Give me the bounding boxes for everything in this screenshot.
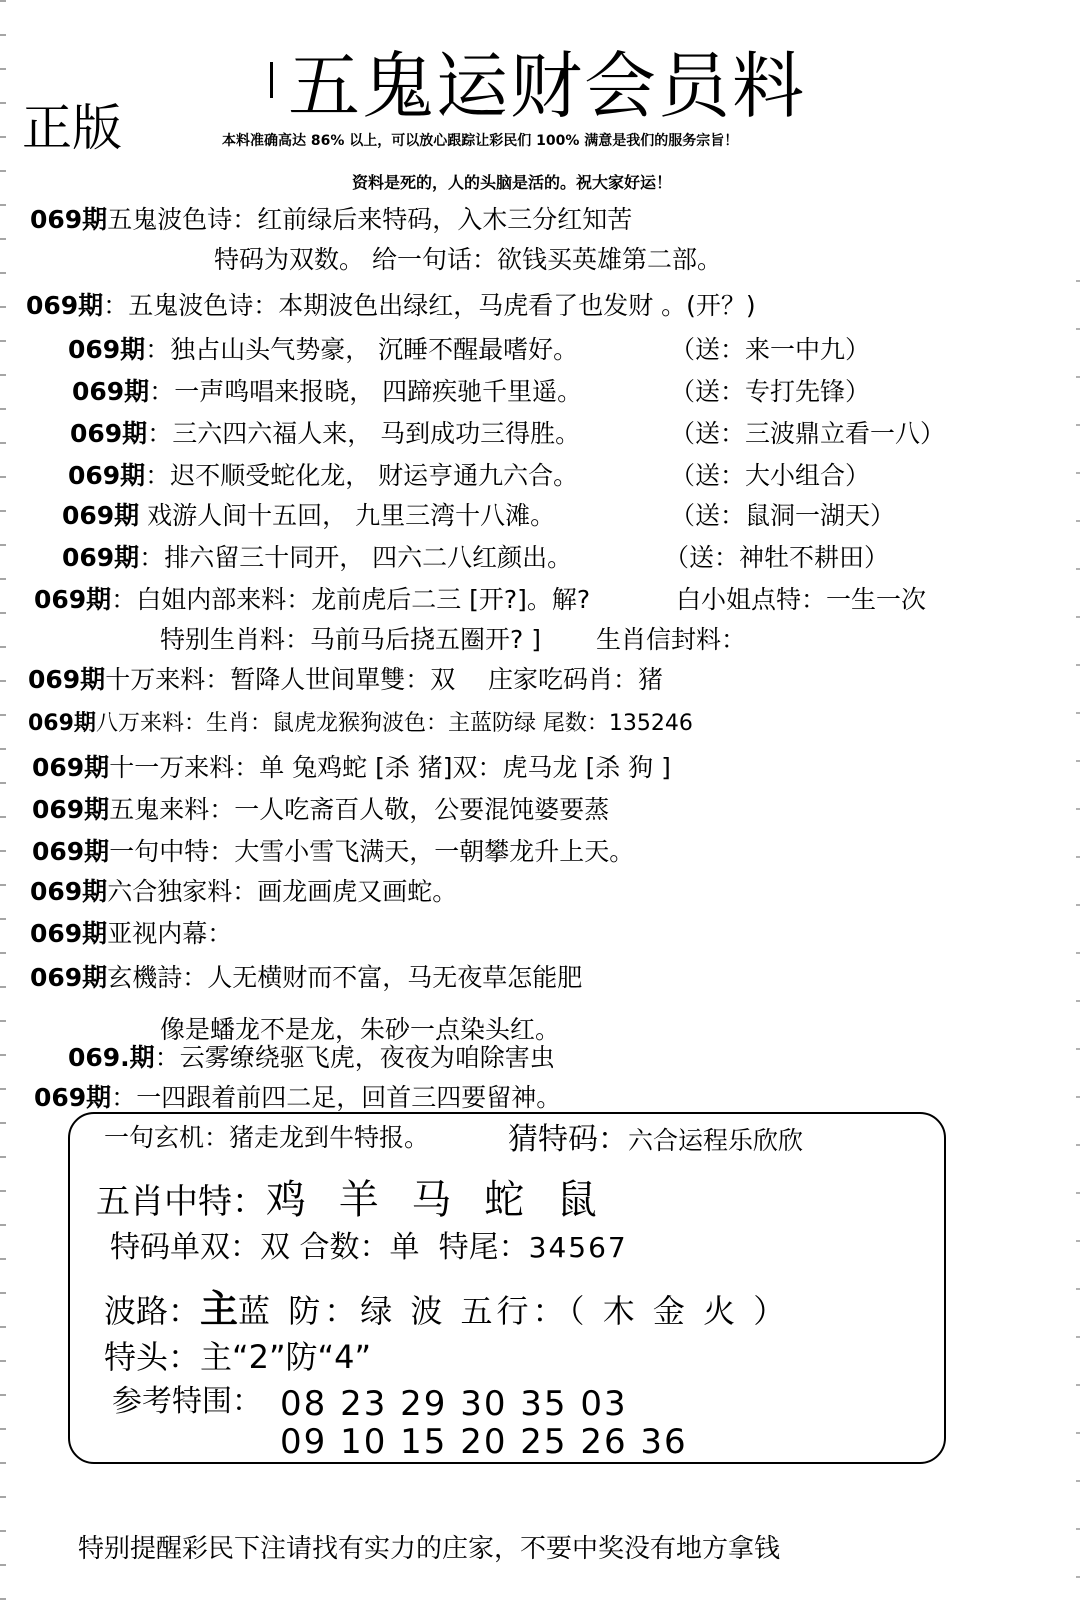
parity-line: 特码单双：双 合数：单 特尾：34567 xyxy=(110,1230,628,1265)
list-item: 069期：一四跟着前四二足，回首三四要留神。 xyxy=(34,1083,562,1112)
gift-note: （送：来一中九） xyxy=(670,335,871,364)
list-item: 069期 戏游人间十五回， 九里三湾十八滩。 xyxy=(62,501,556,530)
head-line: 特头：主“2”防“4” xyxy=(104,1338,372,1376)
list-item: 069期一句中特：大雪小雪飞满天，一朝攀龙升上天。 xyxy=(32,837,635,866)
gift-note: （送：专打先锋） xyxy=(670,377,871,406)
riddle-line: 一句玄机：猪走龙到牛特报。 xyxy=(104,1123,430,1152)
list-item: 069期十一万来料：单 兔鸡蛇 [杀 猪]双：虎马龙 [杀 狗 ] xyxy=(32,753,671,782)
list-item: 069期玄機詩：人无横财而不富，马无夜草怎能肥 xyxy=(30,963,583,992)
list-item: 069期：迟不顺受蛇化龙， 财运亨通九六合。 xyxy=(68,461,579,490)
title-marker xyxy=(270,62,273,98)
genuine-badge: 正版 xyxy=(22,99,122,157)
list-item: 特码为双数。 给一句话：欲钱买英雄第二部。 xyxy=(214,245,722,274)
list-item: 069期八万来料：生肖：鼠虎龙猴狗波色：主蓝防绿 尾数：135246 xyxy=(28,711,693,736)
list-item: 069期：白姐内部来料：龙前虎后二三 [开?]。解? xyxy=(34,585,591,614)
list-item: 特别生肖料：马前马后挠五圈开? ] xyxy=(160,625,541,654)
banker-note: 庄家吃码肖：猪 xyxy=(488,665,664,694)
list-item: 069期：三六四六福人来， 马到成功三得胜。 xyxy=(70,419,581,448)
gift-note: （送：大小组合） xyxy=(670,461,871,490)
subtitle-luck: 资料是死的，人的头脑是活的。祝大家好运！ xyxy=(352,173,673,192)
list-item: 069期五鬼波色诗：红前绿后来特码，入木三分红知苦 xyxy=(30,205,633,234)
list-item: 069期：独占山头气势豪， 沉睡不醒最嗜好。 xyxy=(68,335,579,364)
subtitle-accuracy: 本料准确高达 86% 以上，可以放心跟踪让彩民们 100% 满意是我们的服务宗旨！ xyxy=(222,133,739,149)
envelope-note: 生肖信封料： xyxy=(596,625,747,654)
five-zodiac-line: 五肖中特：鸡 羊 马 蛇 鼠 xyxy=(96,1177,607,1223)
reference-label: 参考特围： xyxy=(112,1384,262,1419)
wave-line: 波路：主蓝 防：绿 波 五行：（ 木 金 火 ） xyxy=(104,1287,790,1331)
list-item: 069期五鬼来料：一人吃斋百人敬，公要混饨婆要蒸 xyxy=(32,795,610,824)
list-item: 069.期：云雾缭绕驱飞虎，夜夜为咱除害虫 xyxy=(68,1043,555,1072)
list-item: 069期：排六留三十同开， 四六二八红颜出。 xyxy=(62,543,573,572)
reference-numbers-row1: 08 23 29 30 35 03 xyxy=(280,1384,628,1424)
list-item: 069期十万来料：暂降人世间單雙：双 xyxy=(28,665,456,694)
guess-line: 猜特码：六合运程乐欣欣 xyxy=(508,1122,804,1157)
list-item: 069期：一声鸣唱来报晓， 四蹄疾驰千里遥。 xyxy=(72,377,583,406)
gift-note: （送：三波鼎立看一八） xyxy=(670,419,946,448)
page-title: 五鬼运财会员料 xyxy=(288,44,807,128)
right-scan-edge xyxy=(1076,280,1080,1580)
point-note: 白小姐点特：一生一次 xyxy=(676,585,927,614)
list-item: 069期：五鬼波色诗：本期波色出绿红，马虎看了也发财 。(开？) xyxy=(26,291,756,320)
reference-numbers-row2: 09 10 15 20 25 26 36 xyxy=(280,1422,688,1462)
left-scan-edge xyxy=(0,0,6,1601)
list-item: 069期六合独家料：画龙画虎又画蛇。 xyxy=(30,877,458,906)
gift-note: （送：神牡不耕田） xyxy=(664,543,890,572)
list-item: 069期亚视内幕： xyxy=(30,919,233,948)
list-item: 像是蟠龙不是龙，朱砂一点染头红。 xyxy=(160,1015,561,1044)
footer-warning: 特别提醒彩民下注请找有实力的庄家，不要中奖没有地方拿钱 xyxy=(78,1534,781,1564)
gift-note: （送：鼠洞一湖天） xyxy=(670,501,896,530)
